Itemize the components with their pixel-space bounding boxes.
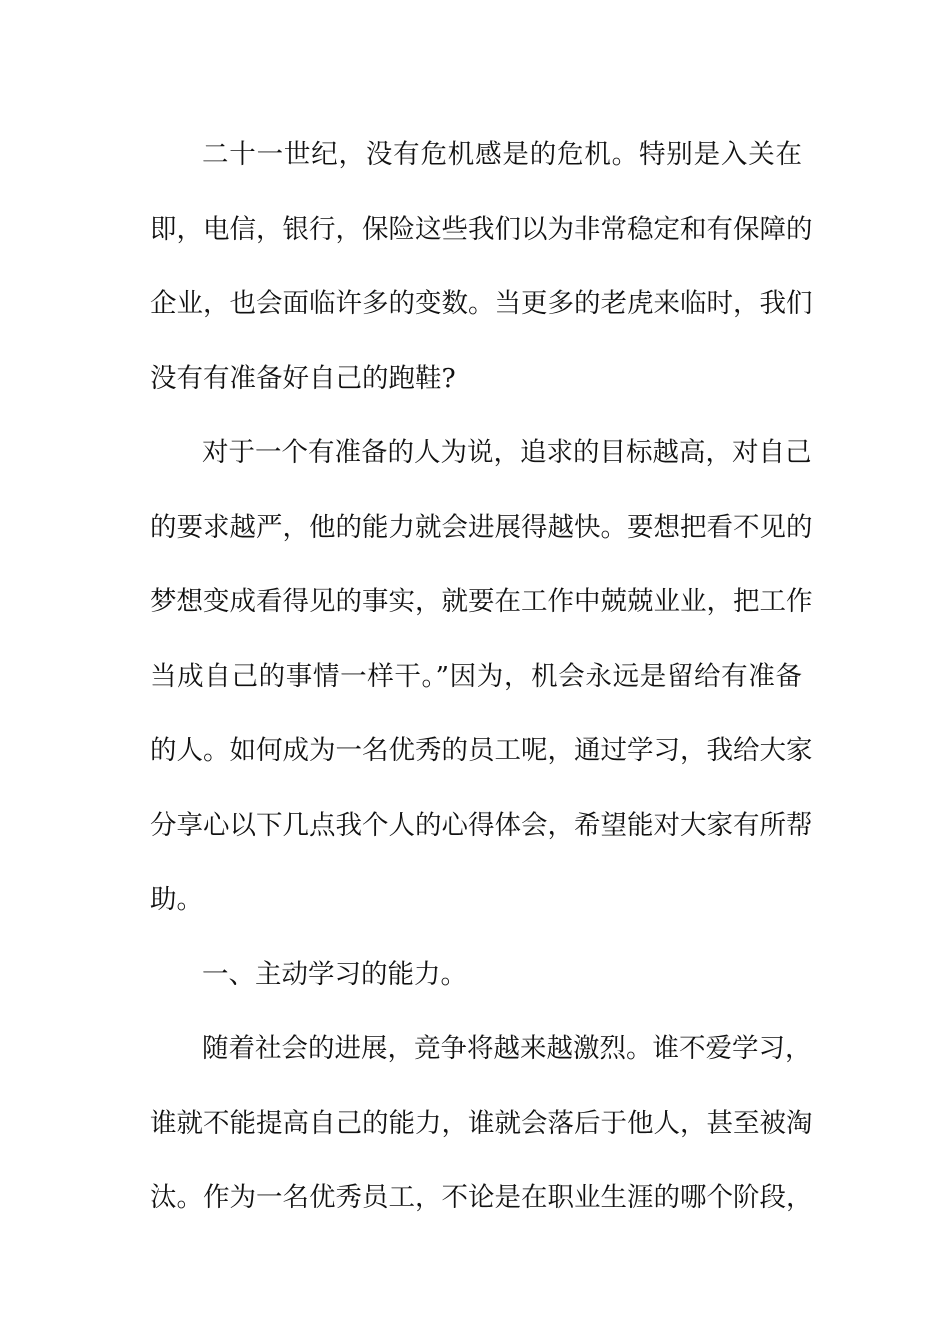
paragraph-line: 即，电信，银行，保险这些我们以为非常稳定和有保障的 (150, 213, 813, 245)
paragraph-line: 分享心以下几点我个人的心得体会，希望能对大家有所帮 (150, 809, 813, 841)
document-body (150, 118, 813, 1236)
paragraph-line: 梦想变成看得见的事实，就要在工作中兢兢业业，把工作 (150, 586, 813, 617)
paragraph-line: 汰。作为一名优秀员工，不论是在职业生涯的哪个阶段， (150, 1182, 813, 1213)
section-heading: 一、主动学习的能力。 (202, 958, 467, 990)
paragraph-line: 没有有准备好自己的跑鞋? (150, 362, 456, 394)
paragraph-line: 的人。如何成为一名优秀的员工呢，通过学习，我给大家 (150, 735, 813, 766)
paragraph-line: 企业，也会面临许多的变数。当更多的老虎来临时，我们 (150, 288, 813, 319)
paragraph-line: 随着社会的进展，竞争将越来越激烈。谁不爱学习， (202, 1033, 812, 1064)
paragraph-line: 的要求越严，他的能力就会进展得越快。要想把看不见的 (150, 511, 813, 543)
paragraph-line: 对于一个有准备的人为说，追求的目标越高，对自己 (202, 437, 812, 468)
paragraph-line: 二十一世纪，没有危机感是的危机。特别是入关在 (202, 139, 802, 170)
paragraph-line: 当成自己的事情一样干。”因为，机会永远是留给有准备 (150, 660, 802, 692)
paragraph-line: 谁就不能提高自己的能力，谁就会落后于他人，甚至被淘 (150, 1107, 813, 1139)
paragraph-line: 助。 (150, 884, 203, 915)
